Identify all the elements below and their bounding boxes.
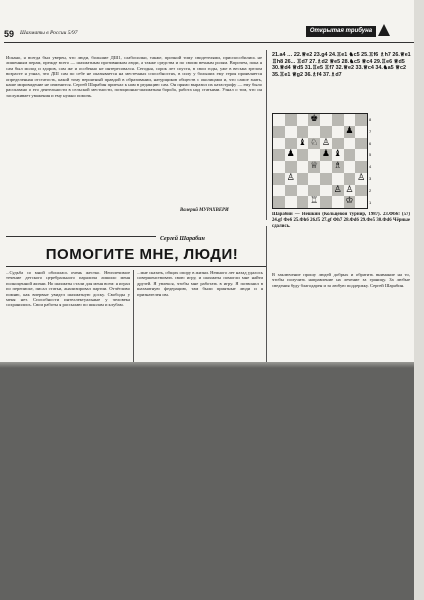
board-square (297, 185, 309, 197)
rank-label: 7 (369, 128, 372, 134)
board-square (344, 173, 356, 185)
board-square: ♙ (321, 137, 330, 148)
notation-moves: 21.a4 … 22.♕e2 23.g4 24.♖e1 ♞c5 25.♖f6 ♗h7 26.♕e1 ♖h8 26... ♖d7 27.♗d2 ♕e5 28.♞c5 ♕c4 29.♖e6 ♕d5 30.♕d4 ♕d5 31.♖e5 ♖f7 32.♕e2 33.♕c4 34.♞a5 ♕c2 35.♖e1 ♕g2 36.♗f4 37.♗d7 (272, 52, 411, 78)
board-square (273, 114, 285, 126)
board-square: ♟ (321, 149, 330, 160)
board-square (320, 161, 332, 173)
board-square (273, 196, 285, 208)
board-square (308, 126, 320, 138)
board-square (308, 185, 320, 197)
letter-text: Искано, я всегда был уверен, что люди, большие ДШ1, слабосилки, также, прочной тому свидетелями, приспособились не лишенным перам, прежде всего — шахматным противникам люди, а также средства и по своим вечным ролям. Впрочем, пока я сам был молод и здоров, сам же и особенно не интересовался. Сегодня, сорок лет спустя, в свои годы, уже в весьма зрелом возрасте я узнал, что ДШ сам по себе не оказывается на местечных способностях, в силу у больших ему героя проявляется определенная отстатость, какой тому вероятный правдой в образовании, натурщиков обществ с околицами и, что самое знать, наше мировидение не изменится. Сергей Шарабин приехал к нам в редакцию сам. Он прямо выразил их катастрофу — ему было рассказано о его деятельности в сельской местности, позиционно-шахматная борьба, работа над статьями. Узнал о том, что он заслуживает уважения и ему нужно помочь. (6, 55, 262, 98)
board-square (273, 149, 285, 161)
board-square (320, 196, 332, 208)
board-square: ♟ (345, 125, 354, 136)
board-square: ♙ (357, 172, 366, 183)
board-square (344, 114, 356, 126)
column-divider (266, 226, 267, 362)
board-square (308, 149, 320, 161)
board-square (355, 138, 367, 150)
article-column-1: ...Судьба со мной обошлась очень жестко. Неизлечимое течение детского церебрального паралича лишило меня полноценной жизни. Но шахматы стали для меня всем: я играл по переписке, писал статьи, анализировал партии. Отчётливо помню, как впервые увидел шахматную доску. Свободы у меня нет. Способности интеллектуальные у человека сохранились. Свои работы я рассылаю по школам и клубам. (6, 270, 130, 308)
board-square (355, 149, 367, 161)
board-square: ♚ (310, 114, 319, 124)
board-square (332, 138, 344, 150)
board-square (297, 161, 309, 173)
board-square (355, 161, 367, 173)
rank-label: 5 (369, 152, 372, 158)
board-square: ♝ (333, 149, 342, 160)
board-square: ♖ (310, 196, 319, 207)
column-divider (266, 50, 267, 220)
game-notation (272, 52, 412, 110)
board-square (297, 114, 309, 126)
column-divider (133, 270, 134, 362)
board-square (344, 149, 356, 161)
page-margin (414, 0, 424, 600)
letter-signature: Валерий МУРАХВЕРИ (180, 208, 229, 213)
article-author: Сергей Шарабин (160, 236, 205, 242)
header-rule (4, 42, 416, 43)
board-square (297, 126, 309, 138)
board-square (285, 114, 297, 126)
board-square (285, 138, 297, 150)
board-square (285, 185, 297, 197)
scan-edge (0, 362, 424, 368)
board-square (320, 173, 332, 185)
board-square (332, 114, 344, 126)
board-square (297, 149, 309, 161)
board-rank-labels (369, 114, 371, 208)
board-square (273, 173, 285, 185)
board-square (332, 173, 344, 185)
board-square (273, 161, 285, 173)
scan-dark-region (0, 362, 424, 600)
article-title: ПОМОГИТЕ МНЕ, ЛЮДИ! (45, 246, 239, 263)
board-square (285, 126, 297, 138)
board-square: ♟ (286, 149, 295, 160)
board-square (355, 114, 367, 126)
board-square (297, 173, 309, 185)
board-square: ♘ (310, 137, 319, 148)
game-two-text: Шарабин — Нешкин (Кольцевой турнир, 1987). 23.Фb6! (57) 24.gf Фe6 25.Фh6 26.f5 27.gf Фh7 28.Фd6 29.Фe5 30.Фd6 Чёрные сдались. (272, 212, 410, 229)
board-square (355, 126, 367, 138)
board-square (320, 114, 332, 126)
rank-label: 6 (369, 140, 372, 146)
board-square (332, 196, 344, 208)
board-square (285, 196, 297, 208)
board-square (273, 126, 285, 138)
title-rule-left (6, 236, 156, 237)
board-square: ♔ (345, 196, 354, 207)
board-square (355, 196, 367, 208)
rank-label: 4 (369, 164, 372, 170)
board-square (355, 185, 367, 197)
pawn-icon (378, 24, 390, 36)
rank-label: 1 (369, 199, 372, 205)
board-square: ♗ (333, 161, 342, 171)
board-square: ♕ (310, 161, 319, 171)
board-square (285, 161, 297, 173)
chess-diagram (272, 113, 368, 209)
board-square: ♙ (345, 184, 354, 195)
rank-label: 2 (369, 187, 372, 193)
board-square (308, 173, 320, 185)
article-column-2: ...мне сказать, общих опору в жизни. Немного лет назад удалось совершенствовать свою игру, и шахматы помогли мне найти друзей. Я увлекся, чтобы мне работать в игру. Я позвонил в шахматную федерацию, там были приятные люди и я признателен им. (137, 270, 263, 297)
page-number: 59 (4, 29, 15, 39)
board-square: ♙ (286, 172, 295, 183)
board-square (273, 185, 285, 197)
board-square (320, 126, 332, 138)
journal-title: Шахматы в России 5/97 (20, 30, 78, 36)
board-square (332, 126, 344, 138)
board-square (344, 138, 356, 150)
board-square (297, 196, 309, 208)
title-rule-bottom (6, 266, 266, 267)
board-square: ♝ (298, 137, 307, 148)
article-column-3: В заключение прошу людей добрых и обратить внимание на то, чтобы получить направление на лечение за границу. За любые сведения буду благодарен и за любую поддержку. Сергей Шарабин. (272, 272, 410, 288)
rubric-label: Открытая трибуна (306, 26, 376, 37)
rank-label: 8 (369, 117, 372, 122)
board-square (320, 185, 332, 197)
board-square (273, 138, 285, 150)
board-square: ♙ (333, 184, 342, 195)
rank-label: 3 (369, 175, 372, 181)
board-square (344, 161, 356, 173)
